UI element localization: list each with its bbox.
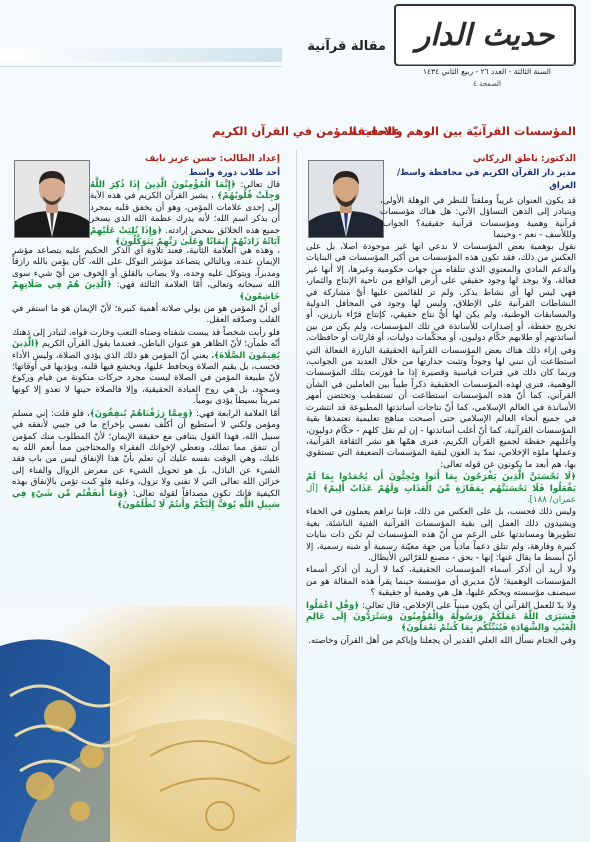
paragraph-text: ، يشير القرآن الكريم في هذه الآية إلى إحدى علامات المؤمن، وهو أن يخفق قلبه بمجرد أن يذكر اسم الله؛ لأنه يدرك عظمة الله الذي يسخر جميع هذه الخلائق بمحض إرادته. (90, 191, 280, 236)
paragraph: وليس ذلك فحسب، بل على العكس من ذلك، فإننا نراهم يعملون في الخفاء ويشيدون ذلك العمل إلى بقية المؤسسات القرآنية الفتية الناشئة، بغية تطويرها ومساندتها على الرغم من أنّ هذه المؤسسات لم تكن ذات بنايات كبيرة وفارهة، ولم تتلق دعماً مادياً من جهة معيّنة رسمية أو شبه رسمية، إلا أنّ أبسط ما يقال عنها: إنها - بحق - مصنع للقرّائين الأبطال. (306, 507, 576, 563)
verse-text: ﴿إِنَّمَا الْمُؤْمِنُونَ الَّذِينَ إِذَا ذُكِرَ اللَّهُ وَجِلَتْ قُلُوبُهُمْ﴾ (90, 180, 280, 202)
paragraph-text: ، وهذه هي العلامة الثانية، فعند تلاوة آي الذكر الحكيم عليه يتصاعد مؤشر الإيمان عنده، وبالتالي يتصاعد مؤشر التوكل على الله، كأن يؤمن بالله رازقاً ومدبراً، ويتوكل عليه وحده، ولا يصاب بالقلق أو الخوف من أيّ شيء سوى الله سبحانه وتعالى، أمّا العلامة الثالثة فهي: (12, 246, 280, 291)
verse-reference: [آل عمران/ ١٨٨]. (306, 483, 576, 505)
magazine-logo (394, 4, 576, 66)
paragraph (12, 328, 280, 408)
logo-text: حديث الدار (415, 17, 555, 53)
paragraph-text: ، يعني أنّ المؤمن هو ذلك الذي يؤدي الصلاة، وليس الأداء فحسب، بل يقيم الصلاة ويحافظ عليها، ويخشع فيها قلبه، ويؤديها في أوقاتها؛ لأنّ طبيعة المؤمن في الصلاة ليست مجرد حركات متكونة من قيام وركوع وسجود، بل هي روح العبادة الحقيقية، وإلا فالصلاة حينها لا تعدو إلا كونها تمريناً بسيطاً يؤدى يومياً. (12, 350, 280, 407)
calligraphy-decoration (0, 606, 296, 842)
right-author-role: مدير دار القرآن الكريم في محافظة واسط/ العراق (397, 168, 576, 191)
closing-paragraph: وفي الختام نسأل الله العلي القدير أن يجعلنا وإياكم من أهل القرآن وخاصته. (308, 635, 576, 646)
left-article-intro (90, 180, 280, 249)
verse-text: ﴿وَمَا أَنفَقْتُم مِّن شَيْءٍ فِي سَبِيلِ اللَّهِ يُوَفَّ إِلَيْكُمْ وَأَنتُمْ لَا تُظْلَمُونَ﴾ (12, 488, 280, 510)
left-author-name: إعداد الطالب: حسن عزيز نايف (144, 154, 280, 164)
calligraphy-ornament-icon (0, 606, 296, 842)
verse-text: ﴿الَّذِينَ يُقِيمُونَ الصَّلَاةَ﴾ (12, 339, 280, 361)
column-divider (296, 150, 297, 830)
left-author-role: أحد طلاب دورة واسط (188, 168, 280, 178)
author-photo-left (14, 160, 90, 238)
section-bar (0, 48, 282, 62)
paragraph: قد يكون العنوان غريباً وملفتاً للنظر في الوهلة الأولى، ويتبادر إلى الذهن التساؤل الآتي: هل هناك مؤسسات قرآنية وهمية ومؤسسات قرآنية حقيقية؟ الجواب: ولللأسف - نعم - وحينما (380, 196, 576, 241)
paragraph: وفي إزاء ذلك هناك بعض المؤسسات القرآنية الحقيقية البارزة الفعالة التي استطاعت أن تبني لها وجوداً وتثبت جدارتها من خلال العديد من الجوانب، وربما كان ذلك في فترات قياسية وقصيرة إذا ما قورنت بتلك المؤسسات الوهمية، فنرى لهذه المؤسسات الحقيقية ذكراً طيباً بين العاملين في الشأن القرآني، كما أنّ هذه المؤسسات استطاعت أن تستقطب وتحتضن أمهر الأساتذة في العالم الإسلامي، كما أنّ نتاجات أساتذتها المطبوعة قد انتشرت في جميع أنحاء العالم الإسلامي حتى أصبحت مناهج تعليمية تعتمدها بقية المؤسسات القرآنية، كما أنّ أغلب أساتذتها - إن لم نقل كلهم - حكّام دوليون، وأغلبهم حفظة لجميع القرآن الكريم، فنرى همّها هو نشر الثقافة القرآنية، وعملها ملؤه الإخلاص، تمدّ يد العون لبقية المؤسسات الضعيفة التي تستقوي بها، هم أبعد ما يكونون عن قوله تعالى: (306, 345, 576, 470)
page-number: الصفحة ٤ (473, 80, 501, 88)
paragraph (12, 246, 280, 303)
section-bar-line (0, 66, 282, 67)
paragraph (90, 180, 280, 248)
verse-text: ﴿لَا تَحْسَبَنَّ الَّذِينَ يَفْرَحُونَ بِمَا أَتَوا وَيُحِبُّونَ أَن يُحْمَدُوا بِمَا لَمْ يَفْعَلُوا فَلَا تَحْسَبَنَّهُم بِمَفَازَةٍ مِّنَ الْعَذَابِ وَلَهُمْ عَذَابٌ أَلِيمٌ﴾ (306, 472, 576, 494)
author-photo-right (308, 160, 384, 238)
quran-verse (306, 472, 576, 506)
paragraph (12, 409, 280, 512)
left-article-body (12, 246, 280, 608)
portrait-illustration (15, 161, 89, 237)
paragraph: أي أنّ المؤمن هو من يولي صلاته أهمية كبيرة؛ لأنّ الإيمان هو ما استقر في القلب وصدّقه العقل. (12, 304, 280, 326)
right-article-headline: المؤسسات القرآنيّة بين الوهم والحقيقة (350, 124, 576, 138)
verse-text: ﴿وَقُلِ اعْمَلُوا فَسَيَرَى اللَّهُ عَمَلَكُمْ وَرَسُولُهُ وَالْمُؤْمِنُونَ وَسَتُرَدُّونَ إِلَى عَالِمِ الْغَيْبِ وَالشَّهَادَةِ فَيُنَبِّئُكُم بِمَا كُنتُمْ تَعْمَلُونَ﴾ (306, 600, 576, 634)
paragraph-text: فلو رأيت شخصاً قد يبست شفتاه وضناه التعب وخارت قواه، لتبادر إلى ذهنك أنّه ظمآن؛ لأنّ الظاهر هو عنوان الباطن، فعندما يقول القرآن الكريم (12, 327, 280, 350)
paragraph-text: أمّا العلامة الرابعة فهي: (196, 408, 280, 419)
verse-text: ﴿الَّذِينَ هُمْ فِي صَلَاتِهِمْ خَاشِعُونَ﴾ (12, 280, 280, 302)
portrait-illustration (309, 161, 383, 237)
paragraph-text: ، فلو قلت: إني مسلم ومؤمن ولكني لا أستطيع أن أكلّف نفسي بإخراج ما في جيبي لأنفقه في سبيل الله، فهذا القول يتنافى مع حقيقة الإيمان؛ لأنّ المطلوب منك كمؤمن أن تنفق مما تملك، وتعطي لإخوانك الفقراء والمحتاجين مما أنعم الله به عليك، وهي الوقت نفسه عليك أن تعلم بأنّ هذا الإنفاق ليس من باب فقد الشيء عن الباذل، بل هو تحويل الشيء عن معرض الزوال والفناء إلى خزائن الله تعالى التي لا تفنى ولا تزول، وعليه فلو كنت تؤمن بالإنفاق بهذه الكيفية فإنك تكون مصداقاً لقوله تعالى: (12, 408, 280, 499)
paragraph: نقول بوهمية بعض المؤسسات لا ندعي أنها غير موجودة أصلاً، بل على العكس من ذلك، فقد تكون هذه المؤسسات من أكبر المؤسسات في البنايات والدعم المادي والمعنوي الذي تتلقاه من جهات حكومية وغيرها، إلا أنها غير فعالة، ولا يوجد لها وجود حقيقي على أرض الواقع من ناحية الإنتاج والثمار، فهي ليس لها أي نشاط يذكر، ولم تر للقائمين عليها أيَّ مشاركة في النشاطات القرآنية على الإطلاق، وليس لها وجود في المحافل الدولية والمسابقات الوطنية، ولم يكن لها أيُّ نتاج حقيقي، كإنتاج قرّاء بارزين، أو تخريج حفظة، أو إصدارات للأساتذة في تلك المؤسسات، ولم يكن من بين أساتذتهم أو طلابهم حكّام دوليون، أو محكّمات دوليات، أو قارئات أو حافظات. (306, 242, 576, 344)
right-article-body (306, 242, 576, 842)
intro-label: قال تعالى: (240, 180, 280, 190)
paragraph: ولا أريد أن أذكر أسماء المؤسسات الحقيقية، كما لا أريد أن أذكر أسماء المؤسسات الوهمية؛ لأنّ مديري أي مؤسسة حينما يقرأ هذه المقالة هو من سيصنف مؤسسته ويحكم عليها، هل هي وهمية أو حقيقية ؟ (306, 565, 576, 599)
issue-line: السنة الثالثة - العدد ٢٦ - ربيع الثاني ١٤٣٤ (398, 64, 576, 76)
verse-text: ﴿وَمِمَّا رَزَقْنَاهُمْ يُنفِقُونَ﴾ (89, 408, 193, 419)
verse-text: ﴿وَإِذَا تُلِيَتْ عَلَيْهِمْ آيَاتُهُ زَادَتْهُمْ إِيمَانًا وَعَلَىٰ رَبِّهِمْ يَتَوَكَّلُونَ﴾ (90, 225, 280, 248)
left-article-headline: علامات المؤمن في القرآن الكريم (212, 124, 401, 138)
masthead (396, 4, 576, 94)
right-author-name: الدكتور: ناطق الزركاني (473, 154, 576, 164)
right-article-intro (380, 196, 576, 243)
section-title: مقالة قرآنية (307, 39, 386, 54)
paragraph (306, 601, 576, 635)
paragraph-text: ولا بدّ للعمل القرآني أن يكون مبنياً على الإخلاص، قال تعالى: (362, 600, 576, 611)
